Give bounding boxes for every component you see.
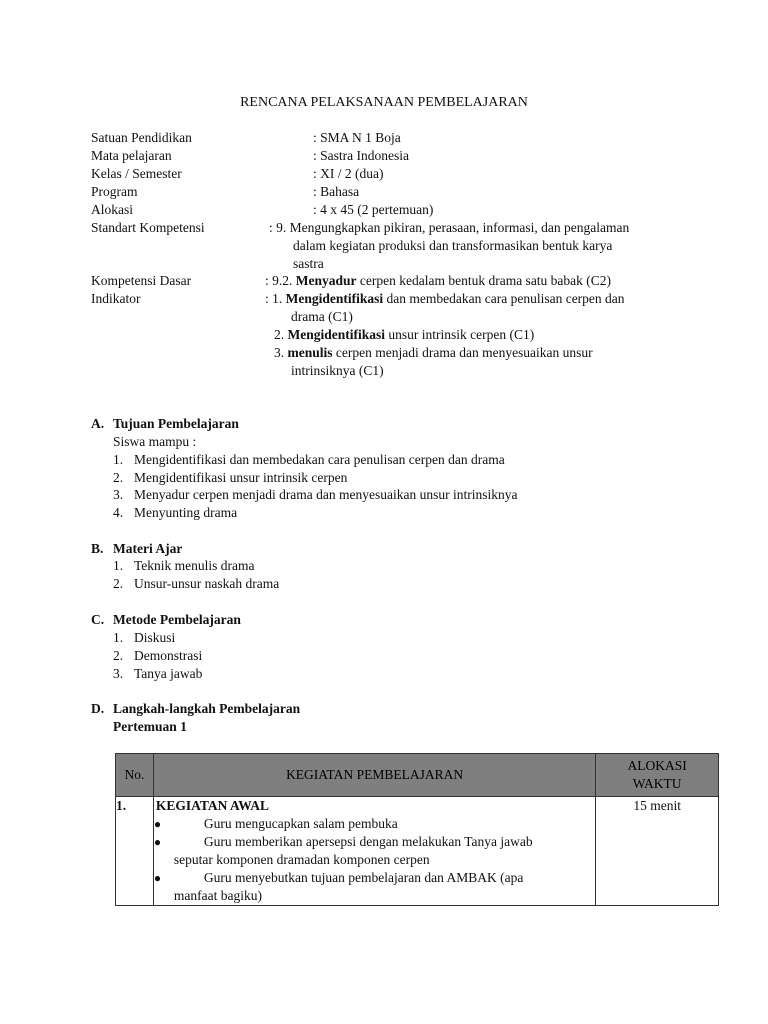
indikator-item-1-cont: drama (C1) [291, 309, 353, 324]
kd-prefix: : 9.2. [265, 273, 293, 288]
list-item-number: 3. [113, 487, 124, 502]
bullet-text-line1: Guru mengucapkan salam pembuka [203, 816, 398, 831]
list-item: Unsur-unsur naskah drama [134, 576, 280, 591]
label-program: Program [91, 184, 138, 199]
bullet-icon: ● [153, 835, 162, 849]
indikator-rest: unsur intrinsik cerpen (C1) [388, 327, 535, 342]
bullet-text-line2: seputar komponen dramadan komponen cerpen [173, 852, 430, 867]
indikator-bold: menulis [287, 345, 333, 360]
section-d-subtitle: Pertemuan 1 [113, 719, 187, 734]
list-item-number: 2. [113, 648, 124, 663]
indikator-bold: Mengidentifikasi [287, 327, 386, 342]
header-alokasi [596, 754, 719, 797]
section-b-title: Materi Ajar [113, 541, 183, 556]
value-program: : Bahasa [313, 184, 360, 199]
value-sk-line1: : 9. Mengungkapkan pikiran, perasaan, informasi, dan pengalaman [269, 220, 630, 235]
section-c-title: Metode Pembelajaran [113, 612, 241, 627]
bullet-icon: ● [153, 817, 162, 831]
list-item-number: 1. [113, 558, 124, 573]
section-a-intro: Siswa mampu : [113, 434, 197, 449]
indikator-rest: dan membedakan cara penulisan cerpen dan [386, 291, 625, 306]
indikator-num: 2. [274, 327, 285, 342]
bullet-icon: ● [153, 871, 162, 885]
list-item-number: 4. [113, 505, 124, 520]
list-item: Menyunting drama [134, 505, 238, 520]
value-alokasi: : 4 x 45 (2 pertemuan) [313, 202, 434, 217]
label-alokasi: Alokasi [91, 202, 133, 217]
list-item-number: 3. [113, 666, 124, 681]
value-kompetensi-dasar [265, 272, 611, 290]
kd-rest: cerpen kedalam bentuk drama satu babak (C2) [359, 273, 612, 288]
kegiatan-table [115, 753, 719, 906]
label-satuan: Satuan Pendidikan [91, 130, 192, 145]
section-c-letter: C. [91, 612, 105, 627]
row-number: 1. [116, 797, 154, 906]
value-sk-line3: sastra [293, 256, 324, 271]
section-d-letter: D. [91, 701, 105, 716]
label-kompetensi-dasar: Kompetensi Dasar [91, 273, 192, 288]
list-item-number: 2. [113, 470, 124, 485]
list-item: Menyadur cerpen menjadi drama dan menyesuaikan unsur intrinsiknya [134, 487, 518, 502]
label-kelas: Kelas / Semester [91, 166, 182, 181]
table-header-row [116, 754, 719, 797]
section-d-title: Langkah-langkah Pembelajaran [113, 701, 301, 716]
list-item: Teknik menulis drama [134, 558, 255, 573]
section-a-letter: A. [91, 416, 105, 431]
section-b-letter: B. [91, 541, 104, 556]
header-alokasi-line1: ALOKASI [627, 758, 687, 773]
header-no: No. [116, 754, 154, 797]
label-indikator: Indikator [91, 291, 141, 306]
list-item-number: 2. [113, 576, 124, 591]
bullet-item [154, 869, 595, 905]
value-kelas: : XI / 2 (dua) [313, 166, 384, 181]
value-sk-line2: dalam kegiatan produksi dan transformasikan bentuk karya [293, 238, 613, 253]
list-item: Demonstrasi [134, 648, 203, 663]
row-kegiatan [153, 797, 595, 906]
indikator-num: : 1. [265, 291, 283, 306]
header-kegiatan: KEGIATAN PEMBELAJARAN [153, 754, 595, 797]
bullet-text-line2: manfaat bagiku) [173, 888, 262, 903]
document-title: RENCANA PELAKSANAAN PEMBELAJARAN [240, 95, 528, 110]
value-satuan: : SMA N 1 Boja [313, 130, 401, 145]
indikator-bold: Mengidentifikasi [285, 291, 384, 306]
bullet-item [154, 833, 595, 869]
bullet-text-line1: Guru menyebutkan tujuan pembelajaran dan AMBAK (apa [203, 870, 524, 885]
section-a-title: Tujuan Pembelajaran [113, 416, 239, 431]
list-item: Mengidentifikasi dan membedakan cara penulisan cerpen dan drama [134, 452, 505, 467]
list-item-number: 1. [113, 630, 124, 645]
indikator-item-1 [265, 290, 625, 308]
label-mapel: Mata pelajaran [91, 148, 172, 163]
value-mapel: : Sastra Indonesia [313, 148, 409, 163]
row-heading: KEGIATAN AWAL [155, 798, 270, 813]
bullet-text-line1: Guru memberikan apersepsi dengan melakukan Tanya jawab [203, 834, 533, 849]
list-item: Diskusi [134, 630, 176, 645]
table-row [116, 797, 719, 906]
indikator-item-3-cont: intrinsiknya (C1) [291, 363, 384, 378]
list-item-number: 1. [113, 452, 124, 467]
kd-bold: Menyadur [295, 273, 357, 288]
indikator-num: 3. [274, 345, 285, 360]
row-time: 15 menit [596, 797, 719, 906]
list-item: Tanya jawab [134, 666, 203, 681]
indikator-item-2 [274, 326, 534, 344]
list-item: Mengidentifikasi unsur intrinsik cerpen [134, 470, 348, 485]
indikator-rest: cerpen menjadi drama dan menyesuaikan unsur [335, 345, 593, 360]
indikator-item-3 [274, 344, 593, 362]
header-alokasi-line2: WAKTU [632, 776, 682, 791]
bullet-item [154, 815, 595, 833]
label-standar-kompetensi: Standart Kompetensi [91, 220, 205, 235]
